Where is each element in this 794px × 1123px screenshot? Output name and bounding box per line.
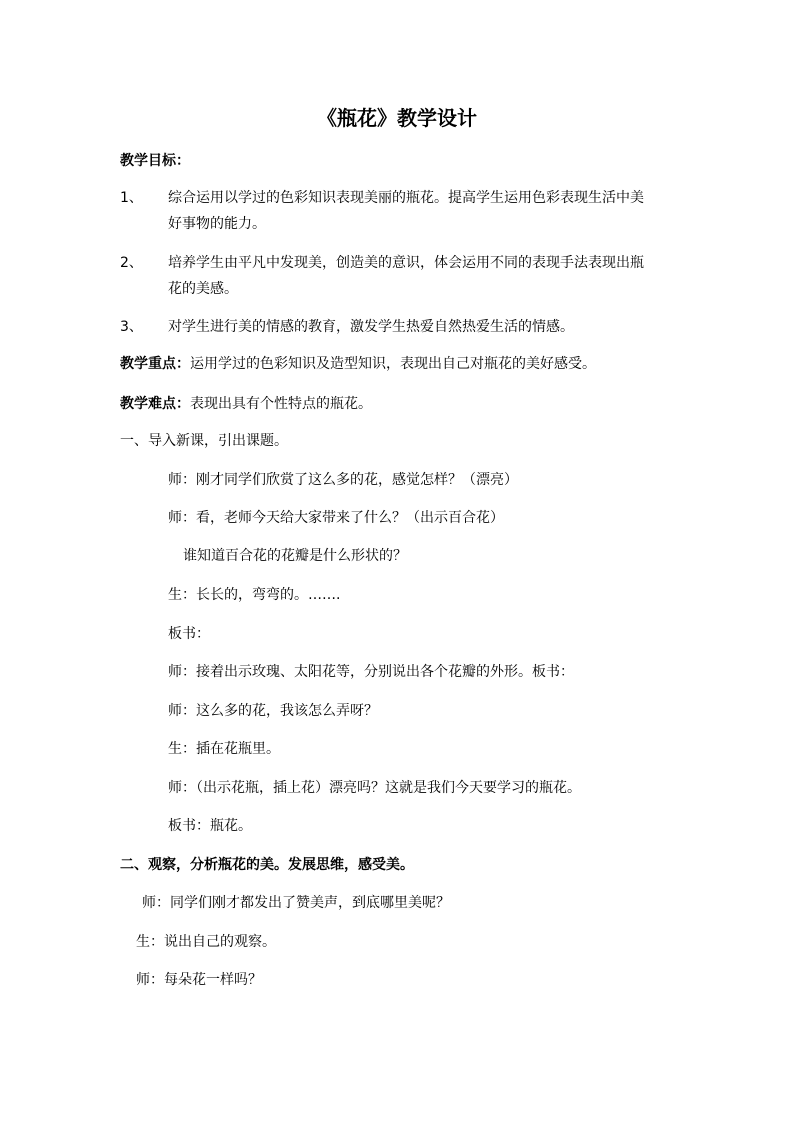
difficult-point-label: 教学难点： (120, 396, 190, 412)
objective-3-line1: 对学生进行美的情感的教育，激发学生热爱自然热爱生活的情感。 (168, 319, 574, 335)
section1-line: 师：看，老师今天给大家带来了什么？（出示百合花） (168, 510, 504, 526)
section1-line: 生：插在花瓶里。 (168, 741, 280, 757)
key-point-label: 教学重点： (120, 356, 190, 372)
key-point-text: 运用学过的色彩知识及造型知识，表现出自己对瓶花的美好感受。 (190, 356, 596, 372)
objective-2-line1: 培养学生由平凡中发现美，创造美的意识，体会运用不同的表现手法表现出瓶 (168, 255, 644, 271)
section1-heading: 一、导入新课，引出课题。 (120, 433, 288, 449)
objective-1-line1: 综合运用以学过的色彩知识表现美丽的瓶花。提高学生运用色彩表现生活中美 (168, 190, 644, 206)
section1-line: 师：（出示花瓶，插上花）漂亮吗？这就是我们今天要学习的瓶花。 (168, 780, 581, 796)
section2-line: 师：同学们刚才都发出了赞美声，到底哪里美呢？ (142, 895, 450, 911)
objectives-heading: 教学目标： (120, 153, 190, 169)
key-point (120, 354, 596, 374)
section1-line: 谁知道百合花的花瓣是什么形状的？ (183, 548, 407, 564)
difficult-point-text: 表现出具有个性特点的瓶花。 (190, 396, 372, 412)
section1-line: 板书：瓶花。 (168, 818, 252, 834)
section1-line: 生：长长的，弯弯的。……. (168, 587, 341, 603)
section1-line: 师：刚才同学们欣赏了这么多的花，感觉怎样？（漂亮） (168, 472, 518, 488)
section2-line: 生：说出自己的观察。 (136, 934, 276, 950)
objective-2-number: 2、 (120, 255, 143, 271)
difficult-point (120, 394, 372, 414)
document-title: 《瓶花》教学设计 (317, 106, 477, 130)
section1-line: 板书： (168, 626, 210, 642)
section1-line: 师：这么多的花，我该怎么弄呀？ (168, 703, 378, 719)
objective-1-line2: 好事物的能力。 (168, 216, 266, 232)
section2-line: 师：每朵花一样吗？ (136, 972, 262, 988)
objective-2-line2: 花的美感。 (168, 281, 238, 297)
section2-heading: 二、观察，分析瓶花的美。发展思维，感受美。 (120, 857, 414, 873)
objective-1-number: 1、 (120, 190, 143, 206)
objective-3-number: 3、 (120, 319, 143, 335)
section1-line: 师：接着出示玫瑰、太阳花等，分别说出各个花瓣的外形。板书： (168, 664, 574, 680)
